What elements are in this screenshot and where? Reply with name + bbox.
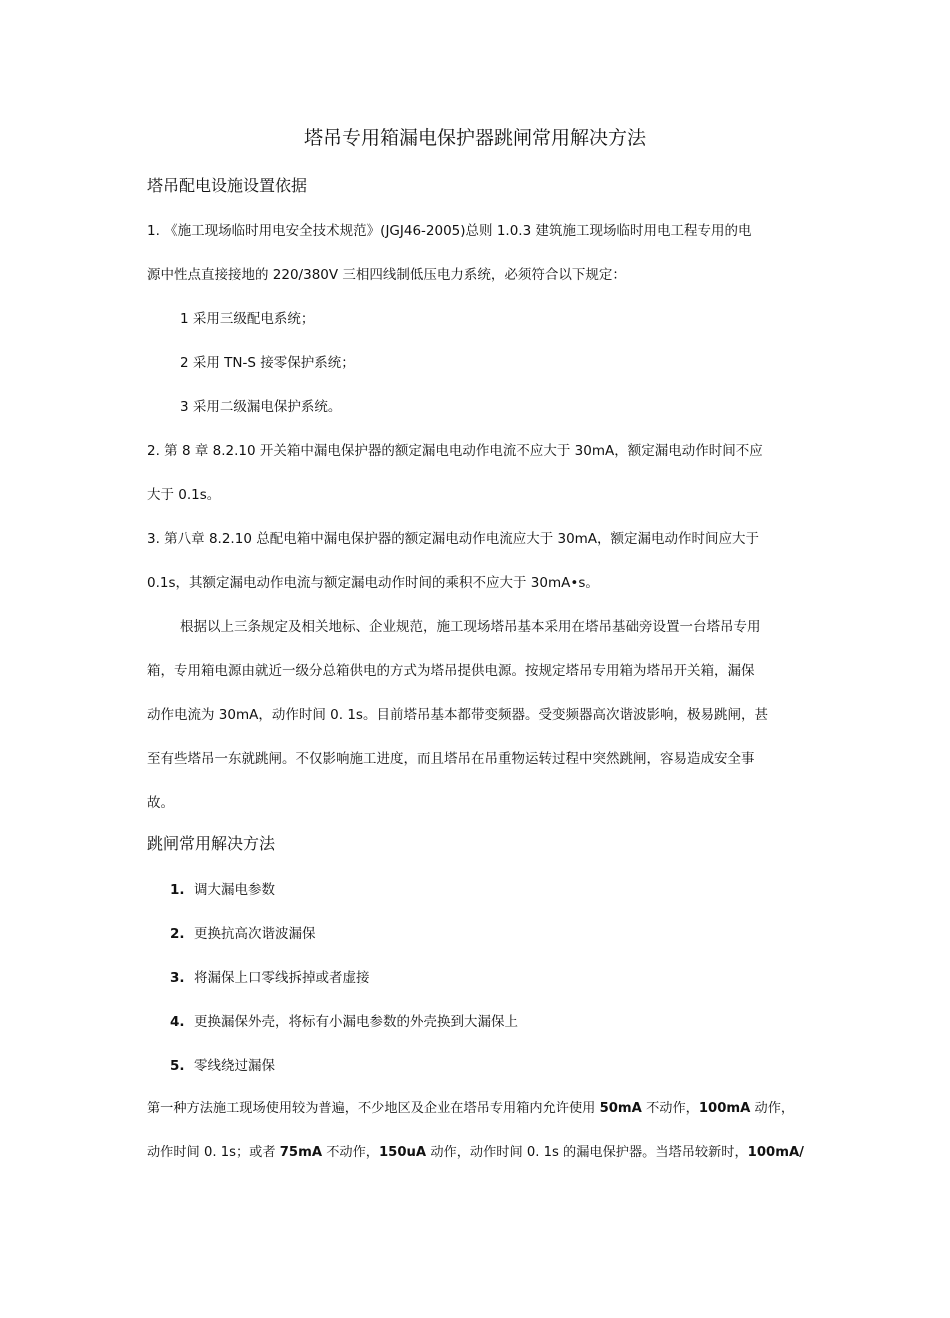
- paragraph-5-line-2: [147, 1143, 804, 1163]
- paragraph-4-line-5: 故。: [147, 795, 174, 811]
- paragraph-3-line-2: 0.1s，其额定漏电动作电流与额定漏电动作时间的乘积不应大于 30mA•s。: [147, 575, 599, 591]
- paragraph-4-line-2: 箱，专用箱电源由就近一级分总箱供电的方式为塔吊提供电源。按规定塔吊专用箱为塔吊开关箱，漏保: [147, 663, 755, 679]
- method-item-3: [170, 968, 370, 988]
- method-item-4: [170, 1012, 518, 1032]
- section-heading-solutions: 跳闸常用解决方法: [147, 834, 276, 853]
- text-run: 动作时间 0. 1s；或者: [147, 1145, 280, 1160]
- method-text: 零线绕过漏保: [194, 1058, 275, 1074]
- paragraph-4-line-3: 动作电流为 30mA，动作时间 0. 1s。目前塔吊基本都带变频器。受变频器高次谐波影响，极易跳闸，甚: [147, 707, 768, 723]
- paragraph-4-line-1: 根据以上三条规定及相关地标、企业规范，施工现场塔吊基本采用在塔吊基础旁设置一台塔吊专用: [180, 619, 761, 635]
- paragraph-1-line-1: 1. 《施工现场临时用电安全技术规范》(JGJ46-2005)总则 1.0.3 建筑施工现场临时用电工程专用的电: [147, 223, 752, 239]
- method-number: 1.: [170, 882, 185, 898]
- method-text: 更换抗高次谐波漏保: [194, 926, 316, 942]
- text-run: 动作，: [750, 1101, 795, 1116]
- method-text: 调大漏电参数: [194, 882, 275, 898]
- method-number: 2.: [170, 926, 185, 942]
- value-75ma: 75mA: [279, 1145, 323, 1160]
- paragraph-1-line-2: 源中性点直接接地的 220/380V 三相四线制低压电力系统，必须符合以下规定：: [147, 267, 626, 283]
- method-number: 3.: [170, 970, 185, 986]
- value-100ma-slash: 100mA/: [747, 1145, 804, 1160]
- text-run: 动作，动作时间 0. 1s 的漏电保护器。当塔吊较新时，: [426, 1145, 748, 1160]
- document-title: 塔吊专用箱漏电保护器跳闸常用解决方法: [303, 127, 646, 149]
- method-item-2: [170, 924, 316, 944]
- text-run: 第一种方法施工现场使用较为普遍，不少地区及企业在塔吊专用箱内允许使用: [147, 1101, 600, 1116]
- method-text: 更换漏保外壳，将标有小漏电参数的外壳换到大漏保上: [194, 1014, 518, 1030]
- rule-item-2: 2 采用 TN-S 接零保护系统；: [180, 355, 355, 371]
- paragraph-2-line-2: 大于 0.1s。: [147, 487, 221, 503]
- text-run: 不动作，: [322, 1145, 379, 1160]
- method-number: 5.: [170, 1058, 185, 1074]
- value-150ua: 150uA: [379, 1145, 427, 1160]
- paragraph-3-line-1: 3. 第八章 8.2.10 总配电箱中漏电保护器的额定漏电动作电流应大于 30mA，额定漏电动作时间应大于: [147, 531, 760, 547]
- method-item-5: [170, 1056, 275, 1076]
- value-100ma: 100mA: [698, 1101, 751, 1116]
- section-heading-basis: 塔吊配电设施设置依据: [147, 176, 308, 195]
- paragraph-4-line-4: 至有些塔吊一东就跳闸。不仅影响施工进度，而且塔吊在吊重物运转过程中突然跳闸，容易造成安全事: [147, 751, 755, 767]
- method-item-1: [170, 880, 275, 900]
- paragraph-5-line-1: [147, 1099, 794, 1119]
- value-50ma: 50mA: [599, 1101, 642, 1116]
- method-number: 4.: [170, 1014, 185, 1030]
- rule-item-3: 3 采用二级漏电保护系统。: [180, 399, 342, 415]
- paragraph-2-line-1: 2. 第 8 章 8.2.10 开关箱中漏电保护器的额定漏电电动作电流不应大于 30mA，额定漏电动作时间不应: [147, 443, 763, 459]
- rule-item-1: 1 采用三级配电系统；: [180, 311, 315, 327]
- text-run: 不动作，: [641, 1101, 699, 1116]
- method-text: 将漏保上口零线拆掉或者虚接: [194, 970, 370, 986]
